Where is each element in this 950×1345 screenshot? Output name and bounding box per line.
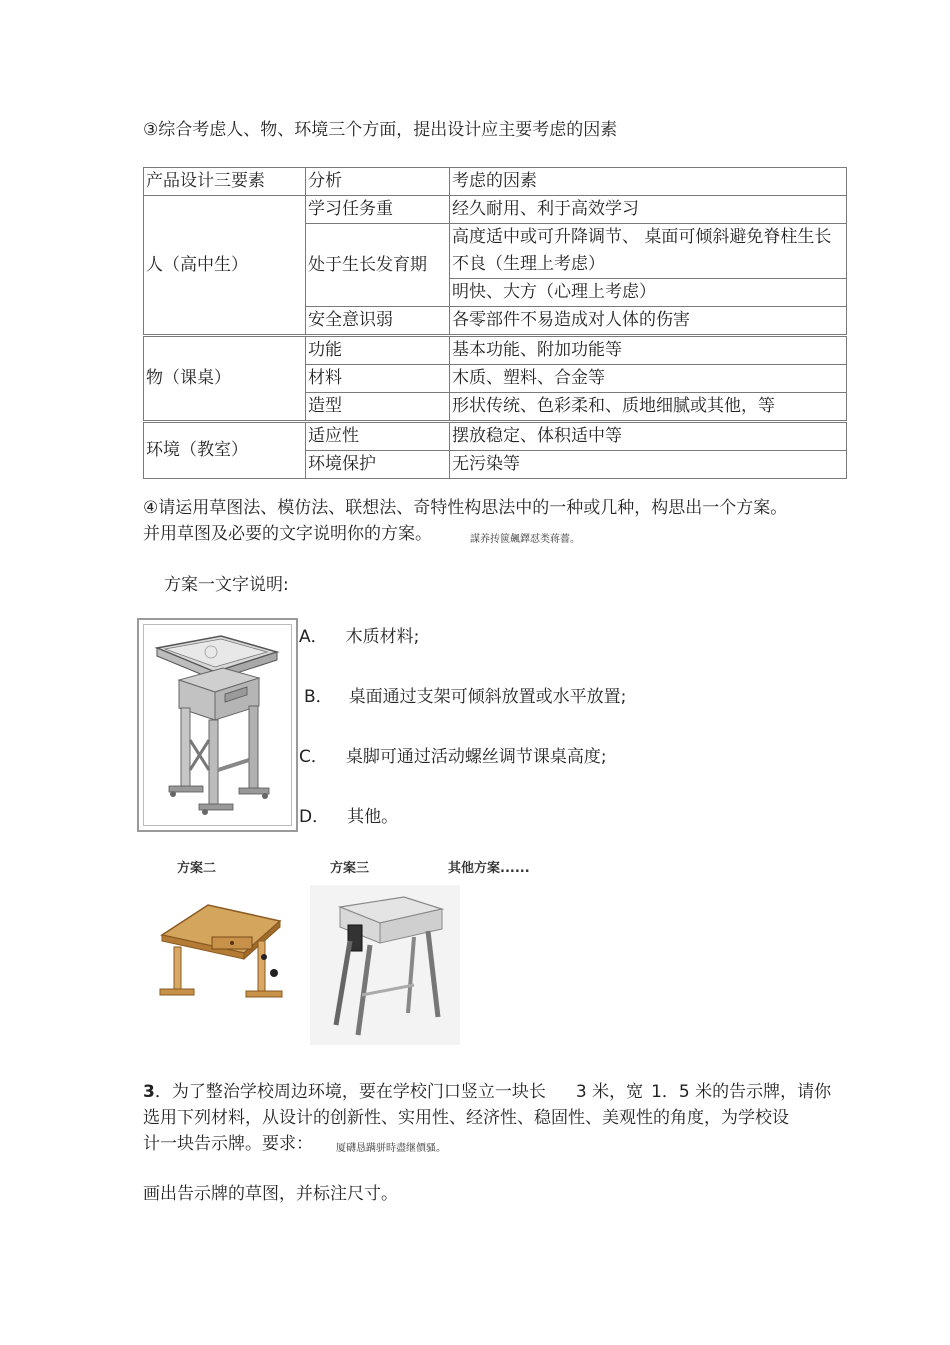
garbled-text: 厦礴恳蹒骈時盡继價骚。 [336, 1143, 446, 1154]
analysis-cell: 环境保护 [306, 451, 450, 479]
analysis-cell: 学习任务重 [306, 196, 450, 224]
question-3-line3: 计一块告示牌。要求： [143, 1134, 313, 1154]
analysis-cell: 功能 [306, 336, 450, 365]
option-letter: C． [299, 747, 328, 767]
group-person: 人（高中生） [144, 196, 306, 336]
factor-cell: 形状传统、色彩柔和、质地细腻或其他，等 [450, 393, 847, 422]
table-header-row [144, 168, 847, 196]
question-3-line2: 选用下列材料，从设计的创新性、实用性、经济性、稳固性、美观性的角度，为学校设 [143, 1108, 789, 1128]
option-a [299, 625, 419, 649]
factor-cell: 木质、塑料、合金等 [450, 365, 847, 393]
table-header-cell: 产品设计三要素 [144, 168, 306, 196]
table-row [144, 336, 847, 365]
option-text: 木质材料; [345, 627, 420, 647]
option-d [299, 805, 398, 829]
analysis-cell: 造型 [306, 393, 450, 422]
option-text: 其他。 [347, 807, 399, 827]
garbled-text: 謀养抟篋飆鐸怼类蒋薔。 [470, 534, 580, 545]
plan2-caption: 方案二 [177, 861, 217, 876]
question-text: 1．5 米的告示牌，请你 [651, 1082, 832, 1102]
option-text: 桌脚可通过活动螺丝调节课桌高度; [345, 747, 607, 767]
question-3-line1 [143, 1080, 831, 1104]
analysis-cell: 材料 [306, 365, 450, 393]
design-factors-table [143, 167, 847, 479]
factor-cell: 高度适中或可升降调节、 桌面可倾斜避免脊柱生长不良（生理上考虑） [450, 224, 847, 279]
plan1-desk-image [137, 618, 298, 832]
option-letter: A． [299, 627, 328, 647]
plan2-wooden-desk-image [152, 895, 292, 1010]
option-letter: D． [299, 807, 330, 827]
group-environment: 环境（教室） [144, 422, 306, 479]
plan1-title: 方案一文字说明: [164, 575, 289, 595]
question-number: 3 [143, 1082, 155, 1102]
factor-cell: 经久耐用、利于高效学习 [450, 196, 847, 224]
option-text: 桌面通过支架可倾斜放置或水平放置; [348, 687, 627, 707]
question-text: ．为了整治学校周边环境，要在学校门口竖立一块长 [154, 1082, 546, 1102]
plan3-caption: 方案三 [330, 861, 370, 876]
group-object: 物（课桌） [144, 336, 306, 422]
table-row [144, 422, 847, 451]
section-4-heading-line1: ④请运用草图法、模仿法、联想法、奇特性构思法中的一种或几种，构思出一个方案。 [143, 498, 788, 518]
option-b [304, 685, 626, 709]
other-plans-caption: 其他方案...... [448, 861, 530, 876]
factor-cell: 无污染等 [450, 451, 847, 479]
table-header-cell: 分析 [306, 168, 450, 196]
section-4-heading-line2: 并用草图及必要的文字说明你的方案。 [143, 524, 432, 544]
analysis-cell: 处于生长发育期 [306, 224, 450, 307]
section-3-heading: ③综合考虑人、物、环境三个方面，提出设计应主要考虑的因素 [143, 120, 618, 140]
factor-cell: 明快、大方（心理上考虑） [450, 279, 847, 307]
factor-cell: 基本功能、附加功能等 [450, 336, 847, 365]
question-text: 3 米，宽 [575, 1082, 644, 1102]
analysis-cell: 安全意识弱 [306, 307, 450, 336]
plan3-metal-desk-image [310, 885, 460, 1045]
tilted-desk-drawing [139, 620, 296, 830]
factor-cell: 摆放稳定、体积适中等 [450, 422, 847, 451]
question-3-requirement: 画出告示牌的草图，并标注尺寸。 [143, 1184, 398, 1204]
analysis-cell: 适应性 [306, 422, 450, 451]
table-row [144, 196, 847, 224]
option-letter: B． [304, 687, 333, 707]
factor-cell: 各零部件不易造成对人体的伤害 [450, 307, 847, 336]
option-c [299, 745, 607, 769]
table-header-cell: 考虑的因素 [450, 168, 847, 196]
